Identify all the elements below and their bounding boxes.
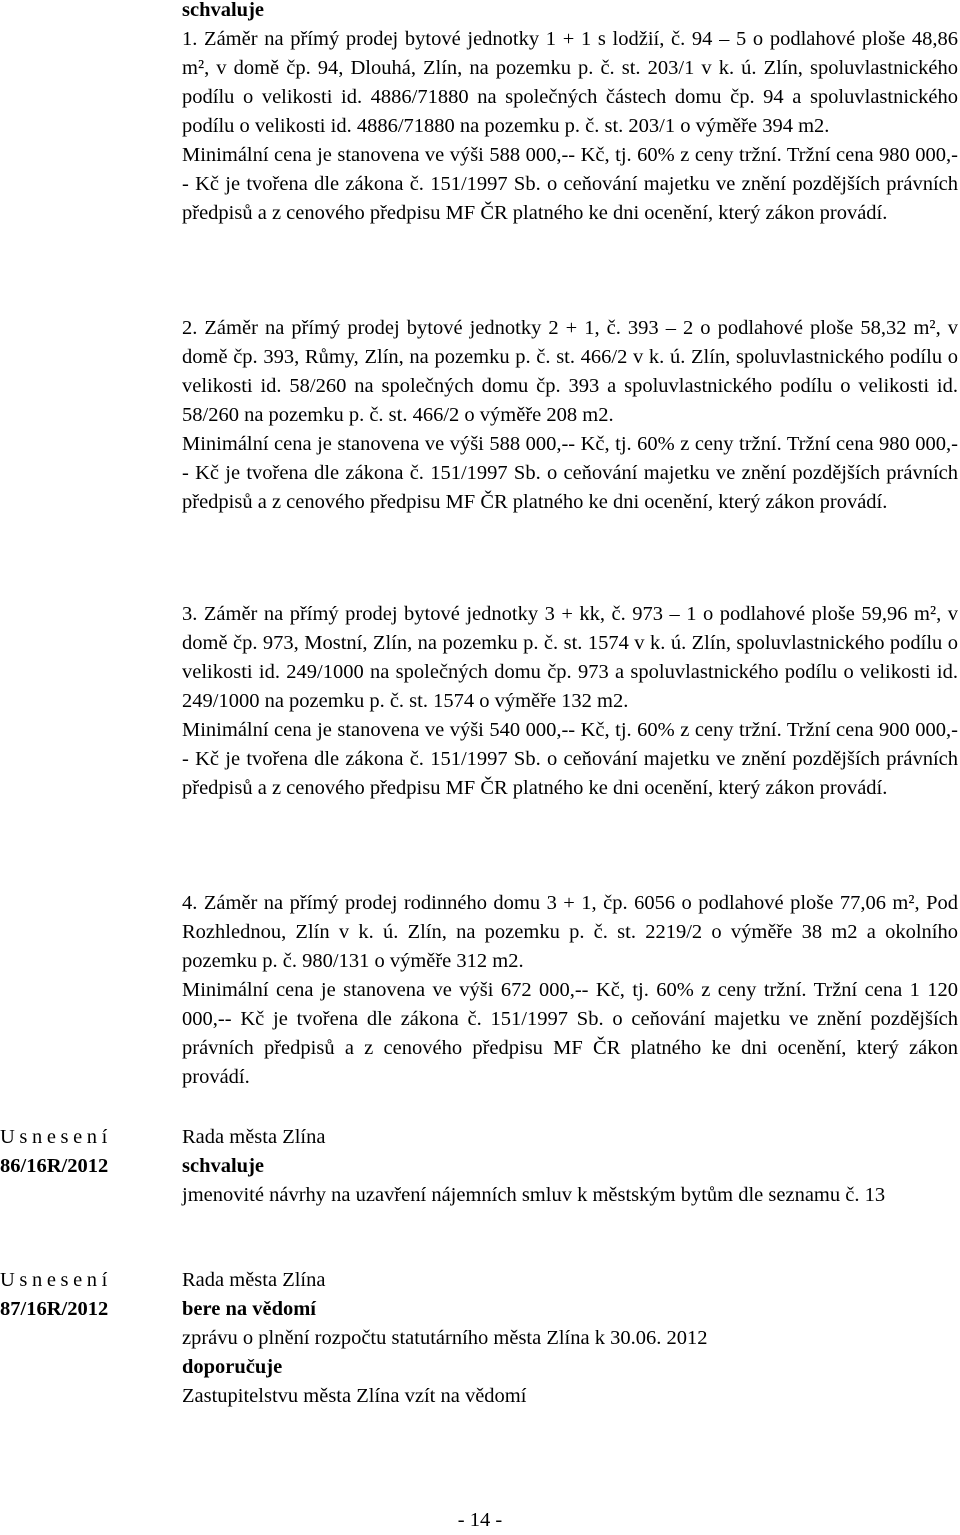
resolution-verb-2: doporučuje (182, 1356, 283, 1378)
verb-label: schvaluje (182, 0, 264, 21)
resolution-number: 87/16R/2012 (0, 1298, 109, 1320)
resolution-verb: bere na vědomí (182, 1298, 317, 1320)
list-item-4 (182, 889, 958, 1092)
list-item-2 (182, 314, 958, 517)
resolution-body-87 (182, 1266, 958, 1411)
item-description: 3. Záměr na přímý prodej bytové jednotky 3 + kk, č. 973 – 1 o podlahové ploše 59,96 m², v domě čp. 973, Mostní, Zlín, na pozemku p. č. st. 1574 v k. ú. Zlín, spoluvlastnického podílu o velikosti id. 249/1000 na společných domu čp. 973 a spoluvlastnického podílu o velikosti id. 249/1000 na pozemku p. č. st. 1574 o výměře 132 m2. (182, 603, 958, 712)
resolution-authority: Rada města Zlína (182, 1126, 326, 1148)
resolution-header-87 (0, 1266, 170, 1324)
resolution-body-86 (182, 1123, 958, 1210)
resolution-verb-schvaluje (182, 0, 958, 25)
resolution-verb: schvaluje (182, 1155, 264, 1177)
list-item-1 (182, 25, 958, 228)
item-description: 4. Záměr na přímý prodej rodinného domu 3 + 1, čp. 6056 o podlahové ploše 77,06 m², Pod Rozhlednou, Zlín v k. ú. Zlín, na pozemku p. č. st. 2219/2 o výměře 38 m2 a okolního pozemku p. č. 980/131 o výměře 312 m2. (182, 892, 958, 972)
resolution-authority: Rada města Zlína (182, 1269, 326, 1291)
page-number: - 14 - (457, 1509, 503, 1531)
resolution-label: Usnesení (0, 1126, 112, 1148)
list-item-3 (182, 600, 958, 803)
resolution-text-2: Zastupitelstvu města Zlína vzít na vědomí (182, 1385, 527, 1407)
item-price-text: Minimální cena je stanovena ve výši 588 000,-- Kč, tj. 60% z ceny tržní. Tržní cena 980 000,-- Kč je tvořena dle zákona č. 151/1997 Sb. o ceňování majetku ve znění pozdějších právních předpisů a z cenového předpisu MF ČR platného ke dni ocenění, který zákon provádí. (182, 433, 958, 513)
resolution-header-86 (0, 1123, 170, 1181)
resolution-text: jmenovité návrhy na uzavření nájemních smluv k městským bytům dle seznamu č. 13 (182, 1184, 886, 1206)
resolution-text: zprávu o plnění rozpočtu statutárního města Zlína k 30.06. 2012 (182, 1327, 708, 1349)
item-price-text: Minimální cena je stanovena ve výši 540 000,-- Kč, tj. 60% z ceny tržní. Tržní cena 900 000,-- Kč je tvořena dle zákona č. 151/1997 Sb. o ceňování majetku ve znění pozdějších právních předpisů a z cenového předpisu MF ČR platného ke dni ocenění, který zákon provádí. (182, 719, 958, 799)
resolution-label: Usnesení (0, 1269, 112, 1291)
item-description: 2. Záměr na přímý prodej bytové jednotky 2 + 1, č. 393 – 2 o podlahové ploše 58,32 m², v domě čp. 393, Růmy, Zlín, na pozemku p. č. st. 466/2 v k. ú. Zlín, spoluvlastnického podílu o velikosti id. 58/260 na společných domu čp. 393 a spoluvlastnického podílu o velikosti id. 58/260 na pozemku p. č. st. 466/2 o výměře 208 m2. (182, 317, 958, 426)
item-price-text: Minimální cena je stanovena ve výši 672 000,-- Kč, tj. 60% z ceny tržní. Tržní cena 1 120 000,-- Kč je tvořena dle zákona č. 151/1997 Sb. o ceňování majetku ve znění pozdějších právních předpisů a z cenového předpisu MF ČR platného ke dni ocenění, který zákon provádí. (182, 979, 958, 1088)
item-description: 1. Záměr na přímý prodej bytové jednotky 1 + 1 s lodžií, č. 94 – 5 o podlahové ploše 48,86 m², v domě čp. 94, Dlouhá, Zlín, na pozemku p. č. st. 203/1 v k. ú. Zlín, spoluvlastnického podílu o velikosti id. 4886/71880 na společných částech domu čp. 94 a spoluvlastnického podílu o velikosti id. 4886/71880 na pozemku p. č. st. 203/1 o výměře 394 m2. (182, 28, 958, 137)
item-price-text: Minimální cena je stanovena ve výši 588 000,-- Kč, tj. 60% z ceny tržní. Tržní cena 980 000,-- Kč je tvořena dle zákona č. 151/1997 Sb. o ceňování majetku ve znění pozdějších právních předpisů a z cenového předpisu MF ČR platného ke dni ocenění, který zákon provádí. (182, 144, 958, 224)
resolution-number: 86/16R/2012 (0, 1155, 109, 1177)
